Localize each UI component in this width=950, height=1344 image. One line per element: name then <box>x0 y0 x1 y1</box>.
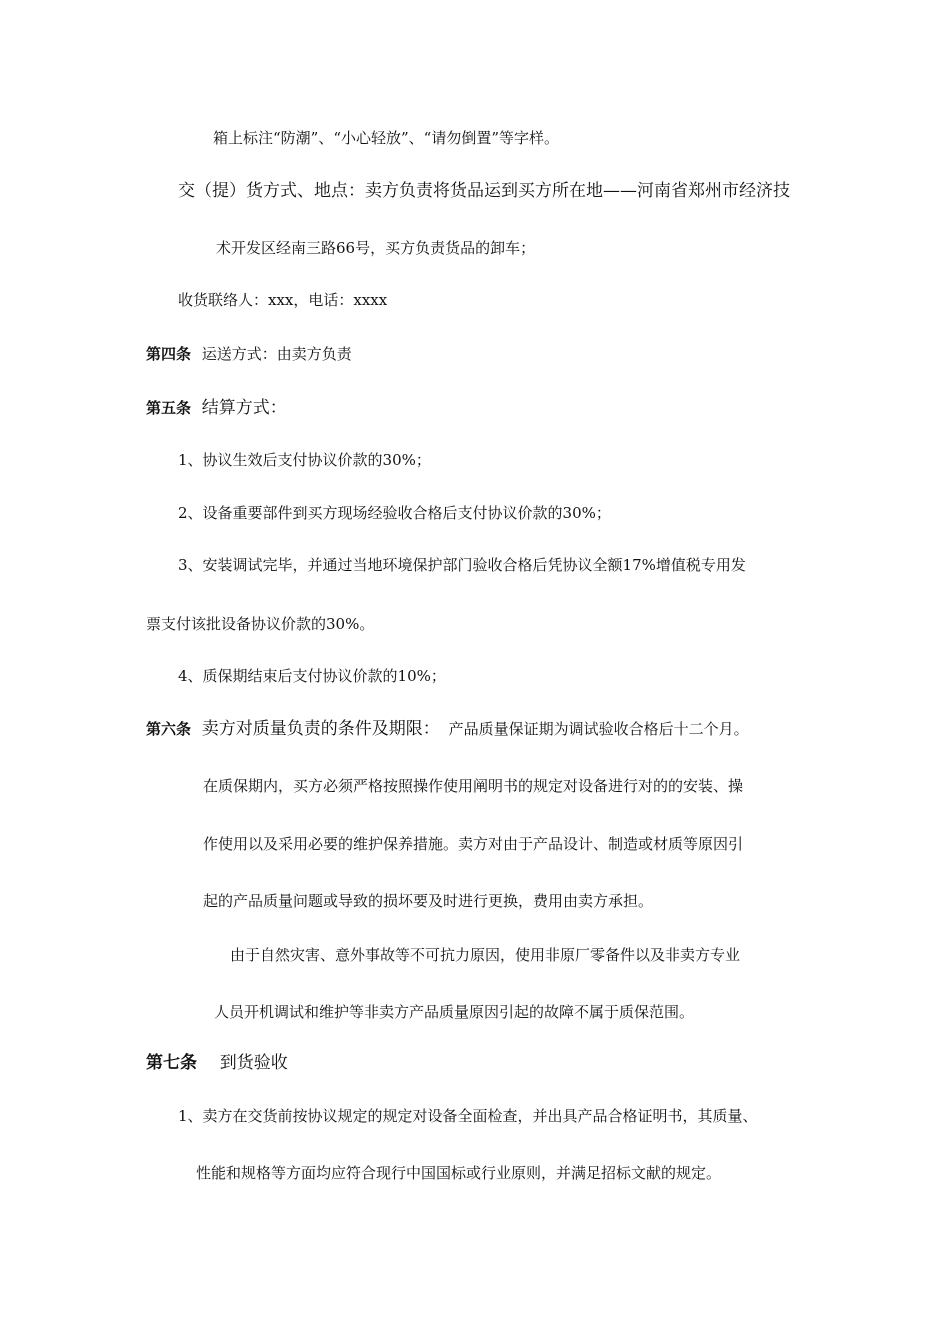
article-4-text: 运送方式：由卖方负责 <box>201 345 352 363</box>
article-7-label: 第七条 <box>146 1053 197 1073</box>
article-5-text: 结算方式： <box>201 398 287 418</box>
article-4-label: 第四条 <box>146 345 192 363</box>
packaging-note: 箱上标注“防潮”、“小心轻放”、“请勿倒置”等字样。 <box>213 129 560 147</box>
acceptance-item-line: 性能和规格等方面均应符合现行中国国标或行业原则，并满足招标文献的规定。 <box>196 1164 722 1182</box>
payment-item-continued: 票支付该批设备协议价款的30%。 <box>146 615 375 633</box>
article-4 <box>146 344 352 364</box>
article-6 <box>146 719 749 739</box>
payment-item: 3、安装调试完毕，并通过当地环境保护部门验收合格后凭协议全额17%增值税专用发 <box>178 556 746 574</box>
article-6-text: 产品质量保证期为调试验收合格后十二个月。 <box>448 720 749 738</box>
article-5 <box>146 398 287 418</box>
article-7 <box>146 1053 288 1073</box>
article-6-label: 第六条 <box>146 720 192 738</box>
delivery-location-line-1: 交（提）货方式、地点：卖方负责将货品运到买方所在地——河南省郑州市经济技 <box>178 181 790 201</box>
warranty-paragraph-line: 在质保期内，买方必须严格按照操作使用阐明书的规定对设备进行对的的安装、操 <box>203 777 744 795</box>
warranty-paragraph-line: 作使用以及采用必要的维护保养措施。卖方对由于产品设计、制造或材质等原因引 <box>203 835 744 853</box>
acceptance-item-line: 1、卖方在交货前按协议规定的规定对设备全面检查，并出具产品合格证明书，其质量、 <box>178 1107 758 1125</box>
exclusion-paragraph-line: 由于自然灾害、意外事故等不可抗力原因，使用非原厂零备件以及非卖方专业 <box>230 946 741 964</box>
article-5-label: 第五条 <box>146 399 192 417</box>
payment-item: 1、协议生效后支付协议价款的30%； <box>178 451 431 469</box>
payment-item: 4、质保期结束后支付协议价款的10%； <box>178 667 446 685</box>
payment-item: 2、设备重要部件到买方现场经验收合格后支付协议价款的30%； <box>178 504 611 522</box>
delivery-location-line-2: 术开发区经南三路66号，买方负责货品的卸车； <box>216 239 536 257</box>
exclusion-paragraph-line: 人员开机调试和维护等非卖方产品质量原因引起的故障不属于质保范围。 <box>214 1003 695 1021</box>
warranty-paragraph-line: 起的产品质量问题或导致的损坏要及时进行更换，费用由卖方承担。 <box>203 892 654 910</box>
article-6-heading: 卖方对质量负责的条件及期限： <box>201 719 440 739</box>
article-7-text: 到货验收 <box>219 1053 288 1073</box>
receiving-contact: 收货联络人：xxx，电话：xxxx <box>178 291 388 309</box>
